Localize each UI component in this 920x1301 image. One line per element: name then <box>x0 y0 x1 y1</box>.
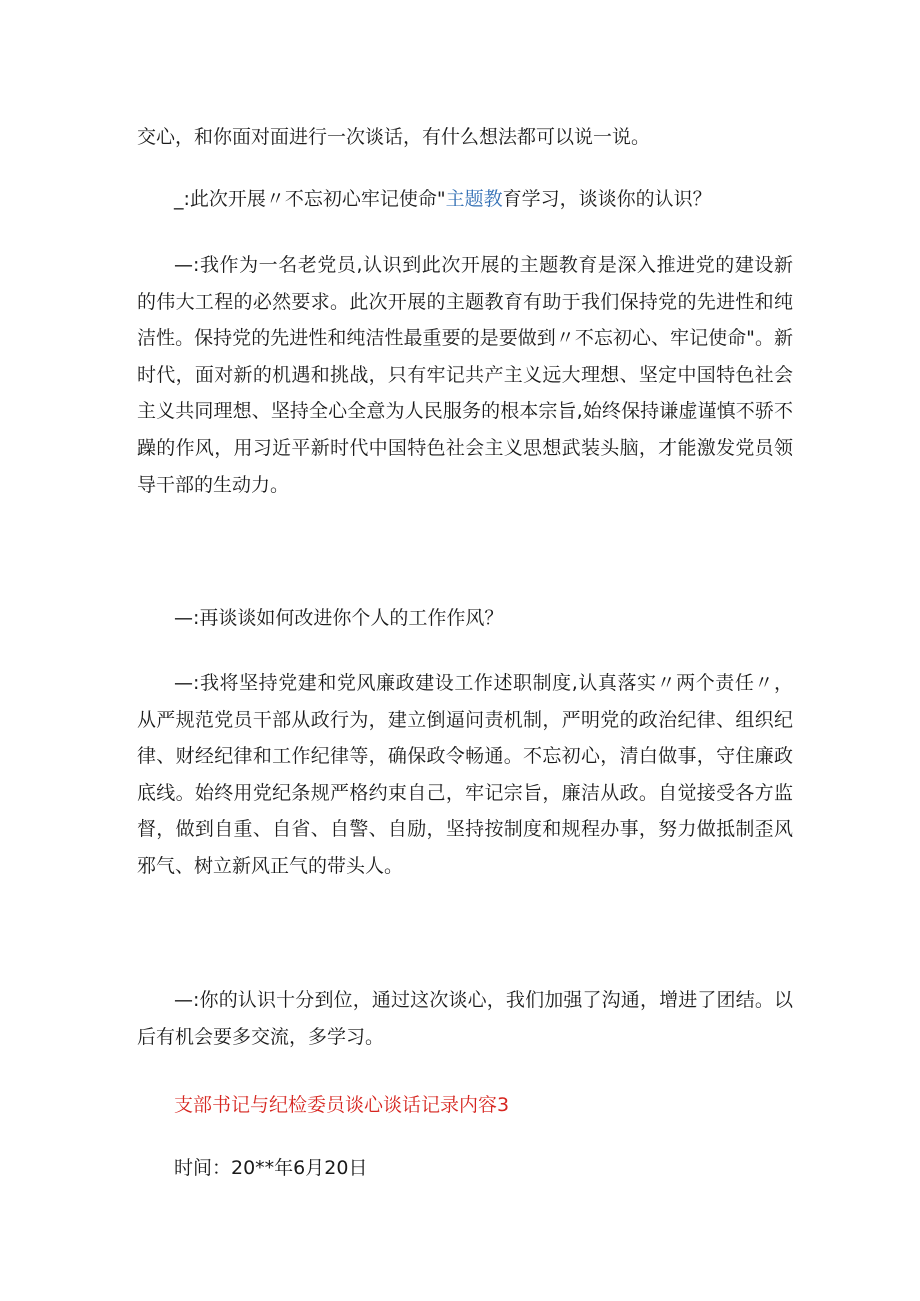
paragraph-closing: —:你的认识十分到位，通过这次谈心，我们加强了沟通，增进了团结。以后有机会要多交流，多学习。 <box>137 989 793 1048</box>
time-line: 时间：20**年6月20日 <box>174 1157 368 1179</box>
paragraph-question-2: —:再谈谈如何改进你个人的工作作风？ <box>174 607 504 629</box>
paragraph-opening: 交心，和你面对面进行一次谈话，有什么想法都可以说一说。 <box>137 126 651 148</box>
question-1-suffix: 育学习，谈谈你的认识？ <box>502 188 712 210</box>
paragraph-answer-2: —:我将坚持党建和党风廉政建设工作述职制度,认真落实〃两个责任〃，从严规范党员干部从政行为，建立倒逼问责机制，严明党的政治纪律、组织纪律、财经纪律和工作纪律等，确保政令畅通。不忘初心，清白做事，守住廉政底线。始终用党纪条规严格约束自己，牢记宗旨，廉洁从政。自觉接受各方监督，做到自重、自省、自警、自励，坚持按制度和规程办事，努力做抵制歪风邪气、树立新风正气的带头人。 <box>137 672 793 877</box>
question-1-prefix: _:此次开展〃不忘初心牢记使命" <box>174 188 446 210</box>
theme-education-link[interactable]: 主题教 <box>445 188 503 210</box>
paragraph-question-1 <box>137 181 793 218</box>
paragraph-answer-1: —:我作为一名老党员,认识到此次开展的主题教育是深入推进党的建设新的伟大工程的必然要求。此次开展的主题教育有助于我们保持党的先进性和纯洁性。保持党的先进性和纯洁性最重要的是要做到〃不忘初心、牢记使命"。新时代，面对新的机遇和挑战，只有牢记共产主义远大理想、坚定中国特色社会主义共同理想、坚持全心全意为人民服务的根本宗旨,始终保持谦虚谨慎不骄不躁的作风，用习近平新时代中国特色社会主义思想武装头脑，才能激发党员领导干部的生动力。 <box>137 254 793 496</box>
section-title: 支部书记与纪检委员谈心谈话记录内容3 <box>174 1094 510 1116</box>
